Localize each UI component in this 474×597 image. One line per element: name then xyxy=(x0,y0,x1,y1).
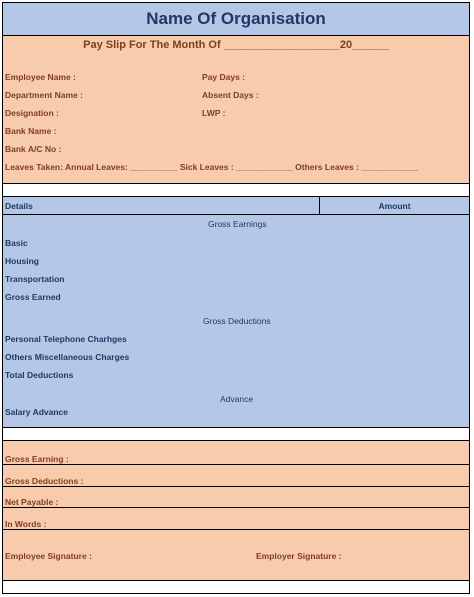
summary-divider xyxy=(3,529,469,530)
pay-days-label: Pay Days : xyxy=(202,72,245,82)
department-name-label: Department Name : xyxy=(5,90,83,100)
summary-section xyxy=(3,441,469,581)
spacer-row xyxy=(3,428,469,441)
details-header: Details xyxy=(5,201,33,211)
gross-deductions-label: Gross Deductions : xyxy=(5,476,84,486)
summary-divider xyxy=(3,507,469,508)
earning-item-gross-earned: Gross Earned xyxy=(5,292,61,302)
deduction-item-total: Total Deductions xyxy=(5,370,74,380)
payslip-heading: Pay Slip For The Month Of ___________________20______ xyxy=(83,39,389,51)
footer-spacer xyxy=(3,581,469,593)
bank-name-label: Bank Name : xyxy=(5,126,57,136)
amount-header: Amount xyxy=(378,201,411,211)
gross-earning-label: Gross Earning : xyxy=(5,454,69,464)
payslip-sheet xyxy=(2,2,470,594)
summary-divider xyxy=(3,464,469,465)
bank-account-label: Bank A/C No : xyxy=(5,144,62,154)
earnings-deductions-section xyxy=(3,215,469,428)
absent-days-label: Absent Days : xyxy=(202,90,259,100)
employee-info-section xyxy=(3,36,469,184)
net-payable-label: Net Payable : xyxy=(5,497,59,507)
advance-title: Advance xyxy=(220,394,254,404)
lwp-label: LWP : xyxy=(202,108,226,118)
earning-item-transportation: Transportation xyxy=(5,274,65,284)
gross-earnings-title: Gross Earnings xyxy=(208,219,267,229)
deduction-item-telephone: Personal Telephone Charhges xyxy=(5,334,127,344)
employee-name-label: Employee Name : xyxy=(5,72,76,82)
deduction-item-misc: Others Miscellaneous Charges xyxy=(5,352,130,362)
employer-signature-label: Employer Signature : xyxy=(256,551,342,561)
designation-label: Designation : xyxy=(5,108,59,118)
spacer-row xyxy=(3,184,469,197)
earning-item-housing: Housing xyxy=(5,256,39,266)
earning-item-basic: Basic xyxy=(5,238,28,248)
employee-signature-label: Employee Signature : xyxy=(5,551,92,561)
summary-divider xyxy=(3,486,469,487)
table-header xyxy=(3,197,469,215)
leaves-taken-label: Leaves Taken: Annual Leaves: __________ Sick Leaves : ____________ Others Leaves : ____________ xyxy=(5,162,419,172)
gross-deductions-title: Gross Deductions xyxy=(203,316,271,326)
in-words-label: In Words : xyxy=(5,519,47,529)
organisation-title: Name Of Organisation xyxy=(3,3,469,36)
advance-item-salary: Salary Advance xyxy=(5,407,68,417)
